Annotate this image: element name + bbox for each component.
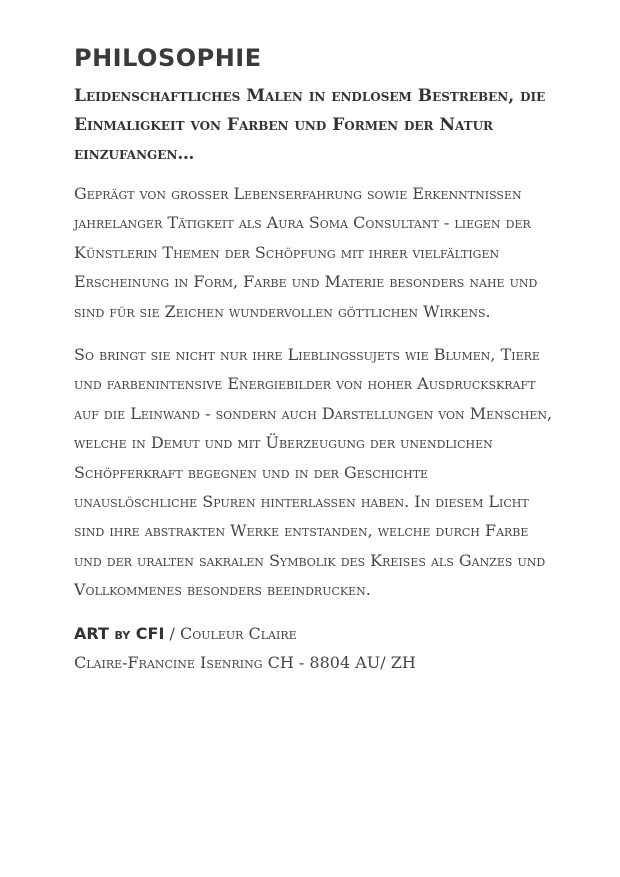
page-title: PHILOSOPHIE: [74, 44, 262, 72]
paragraph-1: Geprägt von grosser Lebenserfahrung sowie Erkenntnissen jahrelanger Tätigkeit als Aura Soma Consultant - liegen der Künstlerin Themen der Schöpfung mit ihrer vielfältigen Erscheinung in Form, Farbe und Materie besonders nahe und sind für sie Zeichen wundervollen göttlichen Wirkens.: [74, 184, 538, 321]
document-page: [74, 40, 554, 677]
footer-contact-line: Claire-Francine Isenring CH - 8804 AU/ ZH: [74, 652, 416, 672]
paragraph-2: So bringt sie nicht nur ihre Lieblingssujets wie Blumen, Tiere und farbenintensive Energiebilder von hoher Ausdruckskraft auf die Leinwand - sondern auch Darstellungen von Menschen, welche in Demut und mit Überzeugung der unendlichen Schöpferkraft begegnen und in der Geschichte unauslöschliche Spuren hinterlassen haben. In diesem Licht sind ihre abstrakten Werke entstanden, welche durch Farbe und der uralten sakralen Symbolik des Kreises als Ganzes und Vollkommenes besonders beeindrucken.: [74, 345, 553, 600]
footer-brand-line: [74, 619, 554, 648]
brand-name: ART by CFI: [74, 623, 165, 643]
brand-suffix: / Couleur Claire: [164, 623, 297, 643]
subtitle: Leidenschaftliches Malen in endlosem Bestreben, die Einmaligkeit von Farben und Formen der Natur einzufangen…: [74, 86, 546, 164]
